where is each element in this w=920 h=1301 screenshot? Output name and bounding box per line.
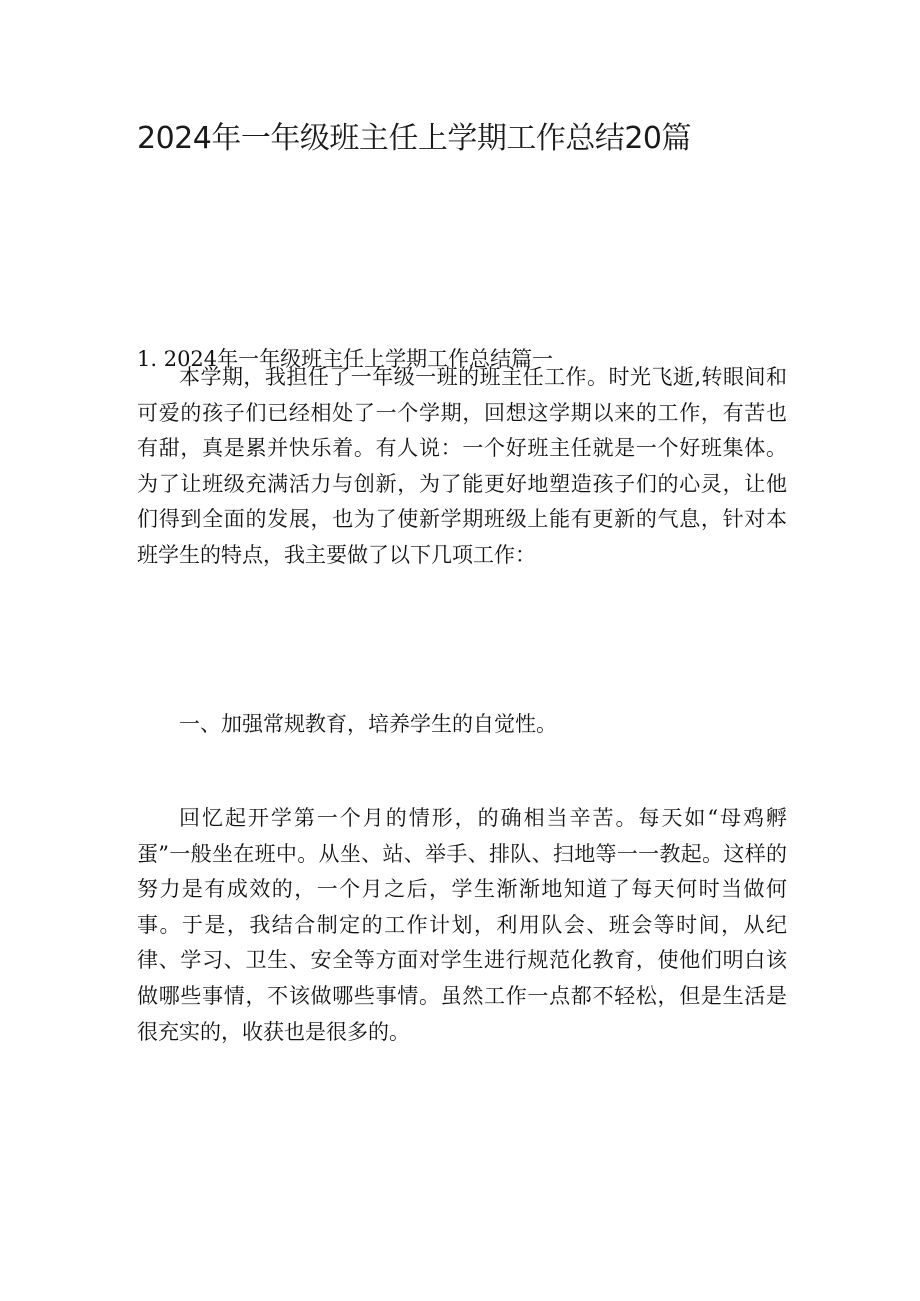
document-title: 2024年一年级班主任上学期工作总结20篇: [137, 121, 692, 156]
subheading-paragraph: 一、加强常规教育，培养学生的自觉性。: [179, 712, 557, 736]
body-paragraph-intro: 本学期，我担任了一年级一班的班主任工作。时光飞逝,转眼间和可爱的孩子们已经相处了一个学期，回想这学期以来的工作，有苦也有甜，真是累并快乐着。有人说：一个好班主任就是一个好班集体。为了让班级充满活力与创新，为了能更好地塑造孩子们的心灵，让他们得到全面的发展，也为了使新学期班级上能有更新的气息，针对本班学生的特点，我主要做了以下几项工作：: [137, 365, 787, 567]
section-heading: 1. 2024年一年级班主任上学期工作总结篇一: [137, 347, 554, 371]
body-paragraph-routine: 回忆起开学第一个月的情形，的确相当辛苦。每天如“母鸡孵蛋”一般坐在班中。从坐、站、举手、排队、扫地等一一教起。这样的努力是有成效的，一个月之后，学生渐渐地知道了每天何时当做何事。于是，我结合制定的工作计划，利用队会、班会等时间，从纪律、学习、卫生、安全等方面对学生进行规范化教育，使他们明白该做哪些事情，不该做哪些事情。虽然工作一点都不轻松，但是生活是很充实的，收获也是很多的。: [137, 806, 787, 1044]
